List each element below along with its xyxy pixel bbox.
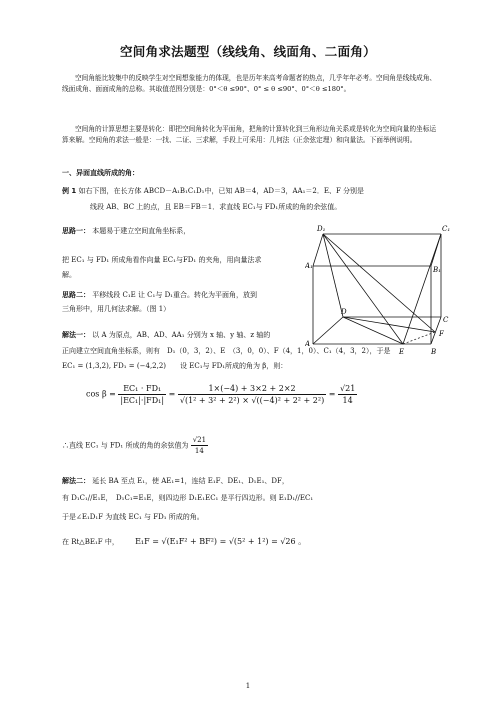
idea-2-text: 平移线段 C₁E 让 C₁与 D₁重合。转化为平面角，放到 xyxy=(92,291,257,299)
cos-result-denominator: 14 xyxy=(342,396,353,405)
solution-2-line-1 xyxy=(62,476,289,486)
page-title: 空间角求法题型（线线角、线面角、二面角） xyxy=(119,44,376,59)
edge-c1-e xyxy=(403,234,441,344)
edge-d1-a1 xyxy=(313,234,323,266)
label-b1: B₁ xyxy=(433,266,441,274)
label-f: F xyxy=(439,330,444,338)
conclusion-line xyxy=(62,436,208,455)
edge-e-f xyxy=(403,332,435,344)
idea-1-label: 思路一： xyxy=(62,227,90,235)
conclusion-value xyxy=(191,436,208,455)
idea-2-line-2: 三角形中，用几何法求解。（图 1） xyxy=(62,305,171,313)
solution-1-line-2: 正向建立空间直角坐标系，则有 D₁（0，3，2）、E （3，0，0）、F（4，1，0）、C₁（4，3，2），于是 xyxy=(62,347,391,355)
solution-2-line-2: 有 D₁C₁//E₁E， D₁C₁=E₁E，则四边形 D₁E₁EC₁ 是平行四边形。则 E₁D₁//EC₁ xyxy=(62,494,314,502)
example-label: 例 1 xyxy=(62,187,77,195)
cos-numerator-1: EC₁ · FD₁ xyxy=(118,384,166,395)
label-a: A xyxy=(305,340,311,348)
label-d: D xyxy=(341,308,347,316)
section-heading: 一、异面直线所成的角： xyxy=(62,169,139,177)
solution-1-label: 解法一： xyxy=(62,331,90,339)
cosine-formula: cos β = $\frac{\text{EC₁ · FD₁}}{\text{|EC₁|·|FD₁|}}$ = $\frac{1\times(-4) + 3\times 2 + 2\times 2}{\text{√(1² + 3² + 2²) × √((−4)² + 2² + 2²)}}$ = $\frac{√21}{14}$ xyxy=(86,384,356,405)
conclusion-denominator: 14 xyxy=(194,447,204,455)
idea-1-line-2: 把 EC₁ 与 FD₁ 所成角看作向量 EC₁与FD₁ 的夹角，用向量法求 xyxy=(62,256,262,264)
label-b: B xyxy=(431,348,437,356)
idea-2-line-1 xyxy=(62,290,257,300)
cos-fraction-1 xyxy=(118,384,166,405)
idea-1-line-3: 解。 xyxy=(62,271,76,279)
label-c1: C₁ xyxy=(442,225,451,233)
solution-1-line-1 xyxy=(62,330,270,340)
solution-1-text: 以 A 为原点，AB、AD、AA₁ 分别为 x 轴、y 轴、z 轴的 xyxy=(92,331,271,339)
solution-2-line-4 xyxy=(62,536,306,547)
solution-2-line-3: 于是∠E₁D₁F 为直线 EC₁ 与 FD₁ 所成的角。 xyxy=(62,513,204,521)
cos-fraction-2 xyxy=(178,384,326,405)
solution-2-label: 解法二： xyxy=(62,477,90,485)
cos-lhs: cos β = xyxy=(86,389,116,399)
example-line-2: 线段 AB、BC 上的点，且 EB＝FB＝1．求直线 EC₁与 FD₁所成的角的余弦值。 xyxy=(90,203,342,211)
label-d1: D₁ xyxy=(317,225,326,233)
rt-triangle-text: 在 Rt△BE₁F 中， xyxy=(62,538,119,546)
edge-d-e xyxy=(343,317,403,344)
solution-2-text: 延长 BA 至点 E₁，使 AE₁=1，连结 E₁F、DE₁、D₁E₁、DF， xyxy=(92,477,289,485)
conclusion-text: ∴直线 EC₁ 与 FD₁ 所成的角的余弦值为 xyxy=(62,441,189,450)
example-line-1 xyxy=(62,186,364,196)
edge-d1-e xyxy=(323,234,403,344)
conclusion-numerator: √21 xyxy=(192,436,207,444)
intro-paragraph-2: 空间角的计算思想主要是转化：即把空间角转化为平面角，把角的计算转化到三角形边角关系或是转化为空间向量的坐标运算来解。空间角的求法一般是：一找、二证、三求解，手段上可采用：几何法（正余弦定理）和向量法。下面举例说明。 xyxy=(62,125,437,145)
edge-a-d xyxy=(313,317,343,344)
label-a1: A₁ xyxy=(305,262,313,270)
idea-1-text: 本题易于建立空间直角坐标系， xyxy=(92,227,191,235)
edge-d1-d xyxy=(323,234,343,317)
cos-result xyxy=(338,384,357,405)
solution-1-line-3: EC₁ = (1,3,2), FD₁ = (−4,2,2) 设 EC₁与 FD₁所成的角为 β，则： xyxy=(62,362,288,370)
cos-result-numerator: √21 xyxy=(340,384,356,393)
cos-denominator-2: √(1² + 3² + 2²) × √((−4)² + 2² + 2²) xyxy=(179,396,325,405)
cos-denominator-1: |EC₁|·|FD₁| xyxy=(120,396,165,405)
cuboid-figure xyxy=(305,222,453,360)
page-number: 1 xyxy=(245,682,251,690)
edge-d-f xyxy=(343,317,435,332)
label-e: E xyxy=(399,348,405,356)
label-c: C xyxy=(443,316,449,324)
example-text-1: 如右下图，在长方体 ABCD－A₁B₁C₁D₁中，已知 AB＝4，AD＝3，AA₁＝2．E、F 分别是 xyxy=(78,187,365,195)
idea-2-label: 思路二： xyxy=(62,291,90,299)
intro-paragraph-1: 空间角能比较集中的反映学生对空间想象能力的体现，也是历年来高考命题者的热点，几乎年年必考。空间角是线线成角、线面成角、面面成角的总称。其取值范围分别是：0°＜θ ≤90°、0° ≤ θ ≤90°、0°＜θ ≤180°。 xyxy=(62,74,437,94)
rt-triangle-formula: E₁F = √(E₁F² + BF²) = √(5² + 1²) = √26 。 xyxy=(135,537,307,546)
cos-numerator-2: 1×(−4) + 3×2 + 2×2 xyxy=(178,384,326,395)
idea-1-line-1 xyxy=(62,226,190,236)
